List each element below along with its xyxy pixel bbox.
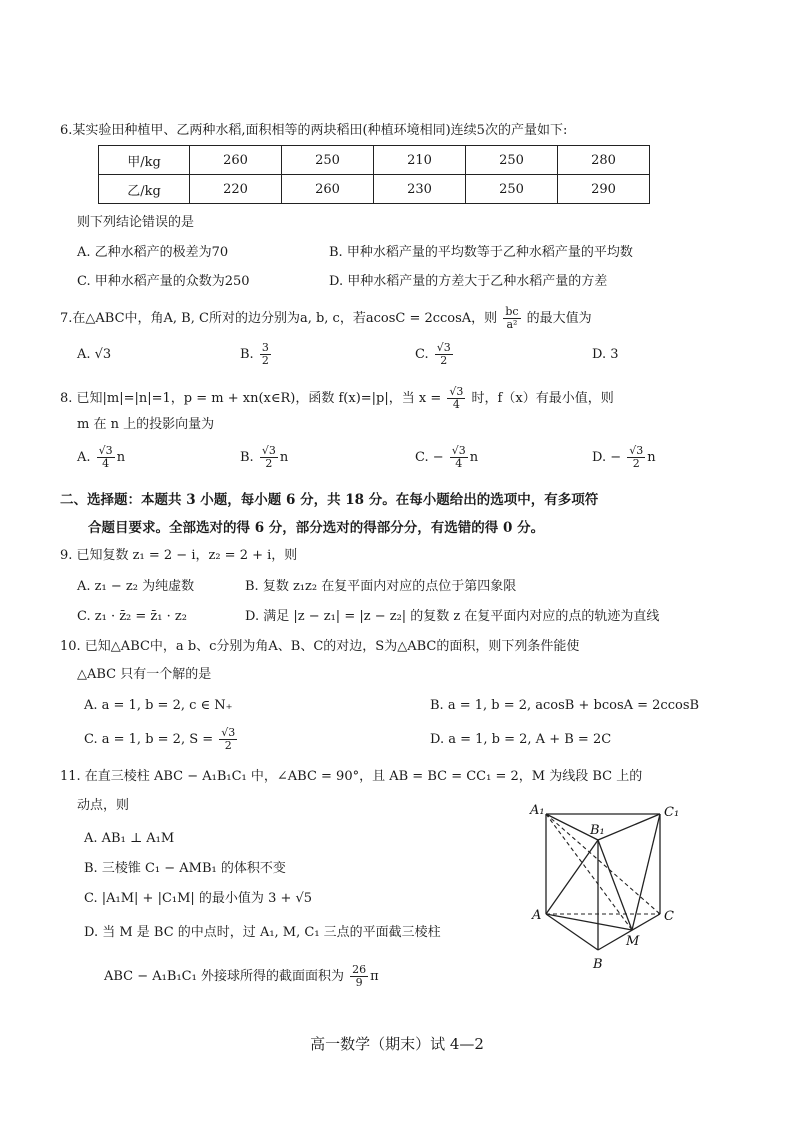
label-c: C [664,909,674,924]
table-cell: 220 [190,175,282,204]
denominator: 2 [224,739,232,752]
option-label: B. [240,450,254,465]
denominator: 2 [265,457,273,470]
denominator: 4 [455,457,463,470]
q11-option-b: B. 三棱锥 C₁ − AMB₁ 的体积不变 [84,861,286,876]
q6-stem: 6.某实验田种植甲、乙两种水稻,面积相等的两块稻田(种植环境相同)连续5次的产量如下: [60,123,568,138]
label-c1: C₁ [664,805,680,820]
table-row [99,175,650,204]
table-cell: 250 [282,146,374,175]
fraction [450,445,468,470]
fraction [350,964,368,989]
label-a: A [532,908,542,923]
fraction [219,727,237,752]
table-cell: 290 [558,175,650,204]
denominator: 9 [355,976,363,989]
q9-option-a: A. z₁ − z₂ 为纯虚数 [77,579,195,594]
q6-option-c: C. 甲种水稻产量的众数为250 [77,274,250,289]
fraction [435,342,453,367]
table-cell: 230 [374,175,466,204]
denominator: 4 [452,398,460,411]
option-label: C. a = 1, b = 2, S = [84,732,214,747]
numerator: √3 [449,385,464,398]
q8-stem-a: 8. 已知|m|=|n|=1，p = m + xn(x∈R)，函数 f(x)=|p|，当 x = [60,391,442,406]
denominator: a² [506,318,518,331]
denominator: 2 [261,354,269,367]
label-a1: A₁ [530,803,545,818]
q10-stem: 10. 已知△ABC中，a b、c分别为角A、B、C的对边，S为△ABC的面积，则下列条件能使 [60,639,580,654]
q6-option-a: A. 乙种水稻产的极差为70 [77,245,229,260]
q6-option-b: B. 甲种水稻产量的平均数等于乙种水稻产量的平均数 [329,245,633,260]
q6-option-d: D. 甲种水稻产量的方差大于乙种水稻产量的方差 [329,274,608,289]
q8-stem [60,384,614,414]
q8-stem-b: 时，f（x）有最小值，则 [471,391,614,406]
fraction [260,342,271,367]
prism-figure [528,802,688,977]
numerator: √3 [451,444,466,457]
q11-option-d-cont [104,962,379,992]
pi-symbol: π [370,969,379,984]
fraction [260,445,278,470]
option-label: D. − [592,450,622,465]
q8-line2: m 在 n 上的投影向量为 [77,417,215,432]
segment-am [546,914,632,930]
q11-option-d: D. 当 M 是 BC 的中点时，过 A₁, M, C₁ 三点的平面截三棱柱 [84,925,441,940]
option-label: B. [240,347,254,362]
q11-stem-2: 动点，则 [77,798,130,813]
numerator: 3 [261,341,269,354]
q7-stem [60,304,592,334]
q7-option-c [415,340,455,370]
q11-option-a: A. AB₁ ⊥ A₁M [84,831,175,846]
q9-option-c: C. z₁ · z̄₂ = z̄₁ · z₂ [77,609,187,624]
q11-stem: 11. 在直三棱柱 ABC − A₁B₁C₁ 中，∠ABC = 90°，且 AB = BC = CC₁ = 2，M 为线段 BC 上的 [60,769,643,784]
numerator: √3 [221,726,236,739]
q10-option-a: A. a = 1, b = 2, c ∈ N₊ [84,698,233,713]
numerator: √3 [629,444,644,457]
q7-option-b [240,340,273,370]
option-label: C. − [415,450,444,465]
q8-option-a [77,443,125,473]
q11-option-c: C. |A₁M| + |C₁M| 的最小值为 3 + √5 [84,891,313,906]
table-cell: 250 [466,175,558,204]
fraction [97,445,115,470]
q9-option-d: D. 满足 |z − z₁| = |z − z₂| 的复数 z 在复平面内对应的点的轨迹为直线 [245,609,660,624]
q8-option-c [415,443,478,473]
q10-option-d: D. a = 1, b = 2, A + B = 2C [430,732,612,747]
q8-x-fraction [447,386,465,411]
numerator: 26 [352,963,367,976]
label-b: B [593,957,603,972]
table-cell: 210 [374,146,466,175]
q7-stem-text: 7.在△ABC中，角A, B, C所对的边分别为a, b, c，若acosC = 2ccosA，则 [60,311,498,326]
q9-stem: 9. 已知复数 z₁ = 2 − i，z₂ = 2 + i，则 [60,548,298,563]
fraction [627,445,645,470]
q7-option-d: D. 3 [592,347,619,362]
q10-option-c [84,725,239,755]
q10-option-b: B. a = 1, b = 2, acosB + bcosA = 2ccosB [430,698,700,713]
edge-b1c1 [598,814,660,840]
q9-option-b: B. 复数 z₁z₂ 在复平面内对应的点位于第四象限 [245,579,517,594]
segment-c1m [632,814,660,930]
table-row [99,146,650,175]
table-cell: 280 [558,146,650,175]
vector-n: n [469,450,479,465]
q6-ask: 则下列结论错误的是 [77,215,195,230]
q10-stem-2: △ABC 只有一个解的是 [77,667,212,682]
denominator: 2 [440,354,448,367]
denominator: 2 [632,457,640,470]
option-label: C. [415,347,429,362]
page-footer: 高一数学（期末）试 4—2 [310,1035,484,1053]
option-label: A. [77,450,91,465]
q8-option-b [240,443,288,473]
table-cell: 250 [466,146,558,175]
section2-heading: 二、选择题：本题共 3 小题，每小题 6 分，共 18 分。在每小题给出的选项中，有多项符 [60,492,599,508]
numerator: √3 [98,444,113,457]
q11-d-text: ABC − A₁B₁C₁ 外接球所得的截面面积为 [104,969,344,984]
label-b1: B₁ [590,823,605,838]
table-cell: 260 [190,146,282,175]
q7-stem-end: 的最大值为 [526,311,592,326]
denominator: 4 [102,457,110,470]
numerator: √3 [261,444,276,457]
table-cell: 260 [282,175,374,204]
q8-option-d [592,443,656,473]
yield-table [98,145,650,204]
vector-n: n [279,450,289,465]
section2-heading-2: 合题目要求。全部选对的得 6 分，部分选对的得部分分，有选错的得 0 分。 [88,520,545,536]
q7-fraction [503,306,520,331]
label-m: M [626,934,640,949]
row-label: 甲/kg [99,146,190,175]
numerator: √3 [436,341,451,354]
vector-n: n [116,450,126,465]
vector-n: n [647,450,656,465]
segment-ab1 [546,840,598,914]
row-label: 乙/kg [99,175,190,204]
numerator: bc [505,305,519,318]
q7-option-a: A. √3 [77,347,112,362]
